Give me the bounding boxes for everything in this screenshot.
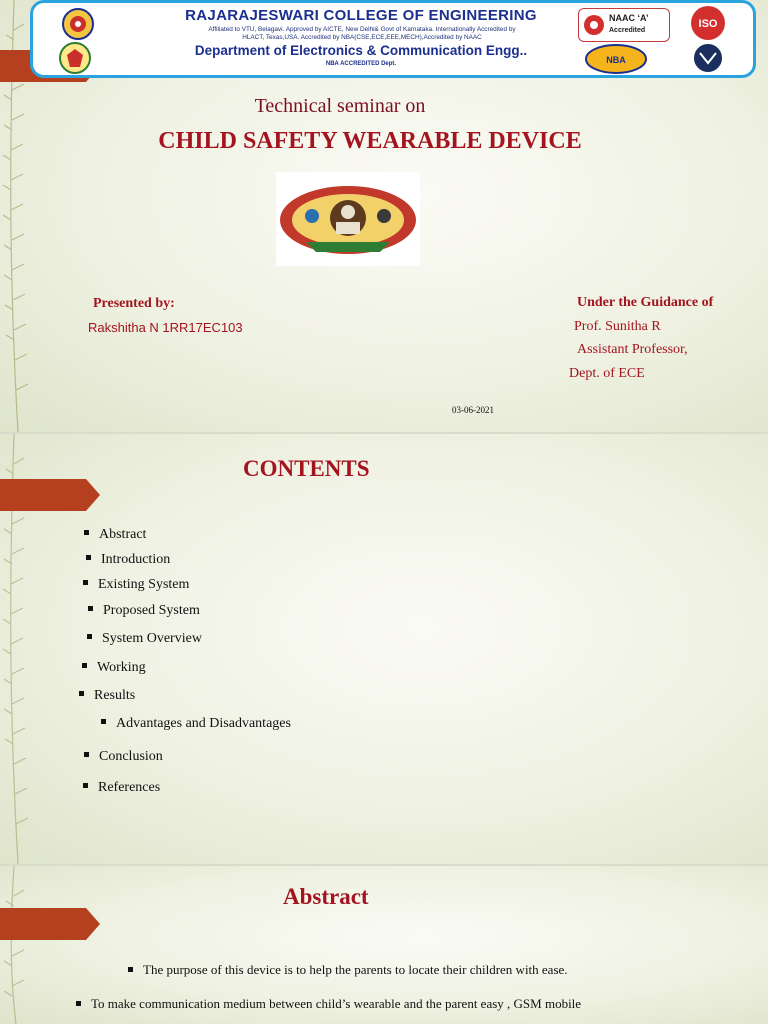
contents-title: CONTENTS	[243, 456, 370, 481]
seminar-title: CHILD SAFETY WEARABLE DEVICE	[158, 128, 582, 154]
guidance-label: Under the Guidance of	[577, 295, 714, 310]
presentation-date: 03-06-2021	[452, 405, 494, 415]
guide-department: Dept. of ECE	[569, 366, 645, 381]
department-emblem-icon	[55, 41, 95, 75]
toc-item-advantages	[101, 716, 291, 732]
bullet-icon	[76, 1001, 81, 1006]
fern-decoration	[0, 434, 768, 864]
nba-accredited-note: NBA ACCREDITED Dept.	[325, 61, 397, 67]
toc-item-label: System Overview	[102, 631, 202, 646]
accent-tab	[0, 908, 100, 940]
toc-item-system-overview	[87, 631, 202, 647]
toc-item-proposed-system	[88, 603, 200, 619]
bullet-icon	[79, 691, 84, 696]
toc-item-conclusion	[84, 749, 163, 765]
toc-item-introduction	[86, 552, 170, 568]
toc-item-label: Existing System	[98, 577, 190, 592]
naac-accredited: Accredited	[609, 27, 646, 34]
bullet-icon	[128, 967, 133, 972]
toc-item-label: References	[98, 780, 161, 795]
college-name: RAJARAJESWARI COLLEGE OF ENGINEERING	[185, 7, 537, 24]
affiliation-line-2: HLACT, Texas,USA. Accredited by NBA(CSE,ECE,EEE,MECH),Accredited by NAAC	[242, 34, 482, 41]
college-affiliation	[125, 26, 599, 42]
naac-grade: NAAC ‘A’	[609, 13, 649, 23]
title-slide	[0, 0, 768, 432]
college-emblem-icon	[57, 7, 99, 41]
guide-role: Assistant Professor,	[577, 342, 688, 357]
accent-tab	[0, 479, 100, 511]
iso-badge-text: ISO	[698, 18, 718, 30]
abstract-point	[128, 962, 568, 978]
toc-item-label: Proposed System	[103, 603, 200, 618]
abstract-point-text: To make communication medium between child’s wearable and the parent easy , GSM mobile	[91, 996, 582, 1011]
toc-item-label: Abstract	[99, 527, 147, 542]
toc-item-label: Conclusion	[99, 749, 163, 764]
bullet-icon	[83, 580, 88, 585]
university-logo	[276, 172, 420, 266]
naac-logo-icon	[583, 14, 605, 36]
bullet-icon	[84, 530, 89, 535]
bullet-icon	[82, 663, 87, 668]
nba-badge-icon	[583, 43, 649, 75]
abstract-point-text: The purpose of this device is to help the parents to locate their children with ease.	[143, 962, 568, 977]
contents-slide	[0, 434, 768, 864]
abstract-title: Abstract	[283, 884, 369, 909]
toc-item-label: Advantages and Disadvantages	[116, 716, 291, 731]
bullet-icon	[88, 606, 93, 611]
toc-item-label: Results	[94, 688, 136, 703]
toc-item-references	[83, 780, 160, 796]
iso-badge-icon	[679, 5, 737, 41]
bullet-icon	[83, 783, 88, 788]
department-name: Department of Electronics & Communication Engg..	[194, 43, 528, 58]
nba-badge-text: NBA	[606, 55, 626, 65]
presenter-name: Rakshitha N 1RR17EC103	[88, 320, 243, 335]
toc-item-abstract	[84, 527, 146, 543]
naac-badge	[578, 8, 670, 42]
affiliation-line-1: Affiliated to VTU, Belagavi. Approved by AICTE, New Delhi& Govt of Karnataka. Internationally Accredited by	[208, 26, 516, 33]
toc-item-label: Introduction	[101, 552, 171, 567]
toc-item-existing-system	[83, 577, 189, 593]
toc-item-results	[79, 688, 135, 704]
bullet-icon	[86, 555, 91, 560]
seal-badge-icon	[681, 41, 735, 75]
seminar-subtitle: Technical seminar on	[254, 95, 426, 117]
presented-by-label: Presented by:	[93, 296, 175, 311]
toc-item-working	[82, 660, 146, 676]
guide-name: Prof. Sunitha R	[574, 319, 661, 334]
abstract-point	[76, 996, 581, 1012]
abstract-slide	[0, 866, 768, 1024]
bullet-icon	[87, 634, 92, 639]
college-banner	[30, 0, 756, 78]
toc-item-label: Working	[97, 660, 146, 675]
bullet-icon	[84, 752, 89, 757]
bullet-icon	[101, 719, 106, 724]
vtu-emblem-icon	[276, 172, 420, 266]
